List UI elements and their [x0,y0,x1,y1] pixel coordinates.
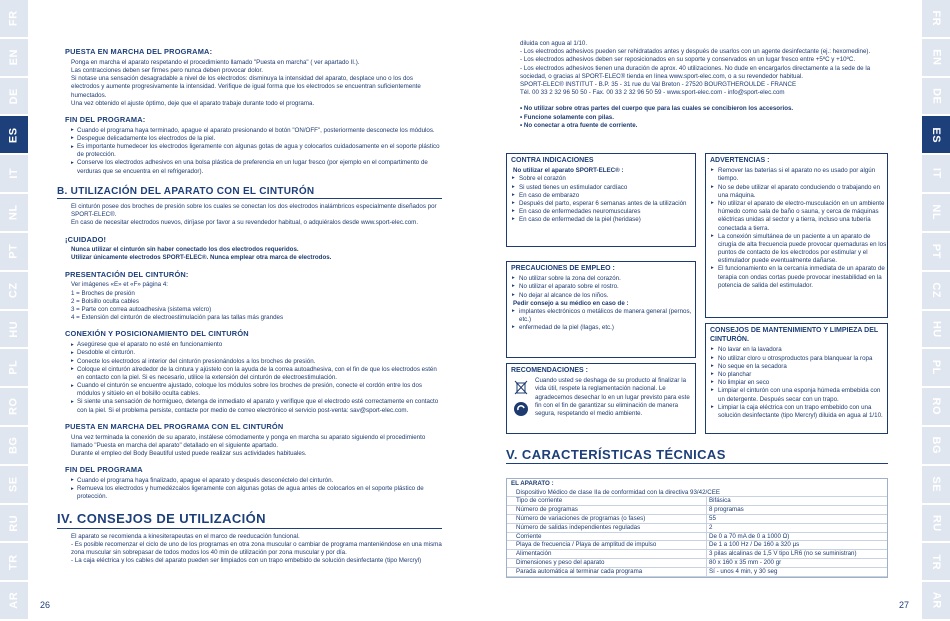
language-tab [922,272,950,311]
language-tab [0,116,28,155]
paragraph-line: 1 = Broches de presión [71,289,135,297]
bold-note: • No conectar a otra fuente de corriente. [520,121,638,129]
language-tab [0,388,28,427]
paragraph-group [57,533,442,566]
list-item: ▸ Sobre el corazón [507,175,695,183]
list-item: ▸ Remover las baterías si el aparato no es usado por algún tiempo. [706,167,887,183]
spec-row [507,550,887,559]
page-number-left: 26 [40,600,51,610]
language-tab-label: IT [930,168,943,180]
language-tab-label: AR [7,592,20,610]
paragraph: En caso de necesitar electrodos nuevos, diríjase por favor a su revendedor habitual, o adquiéralos desde www.sport-elec.com. [71,219,419,227]
language-tab-label: RU [7,514,20,532]
spec-row [507,541,887,550]
box-subtitle: No utilizar el aparato SPORT-ELEC® : [513,167,624,175]
language-tab-label: TR [930,553,943,570]
paragraph-line: diluida con agua al 1/10. [520,40,588,47]
chapter-title: V. CARACTERÍSTICAS TÉCNICAS [506,446,888,464]
language-tab-label: HU [930,320,943,338]
box-title: ADVERTENCIAS : [710,157,770,164]
language-tab-label: ES [7,126,20,143]
list-item: ▸ Conecte los electrodos al interior del cinturón presionándolos a los broches de presión. [57,358,442,366]
list-item: ▸ No lavar en la lavadora [706,346,887,354]
paragraph-line: Tél. 00 33 2 32 96 50 50 - Fax. 00 33 2 32 96 50 59 - www.sport-elec.com - info@sport-elec.com [520,89,785,97]
language-tab [0,39,28,78]
contraindications-box [506,153,696,247]
language-tab-label: SE [930,476,943,492]
language-tab [922,505,950,544]
spec-value: 80 x 160 x 35 mm - 200 gr [706,559,887,567]
paragraph-line: Las contracciones deben ser firmes pero nunca deben provocar dolor. [71,66,263,74]
chapter-title: IV. CONSEJOS DE UTILIZACIÓN [57,510,442,528]
spec-rows [507,497,887,577]
paragraph-line: 4 = Extensión del cinturón de electroestimulación para las tallas más grandes [71,314,284,322]
box-title: RECOMENDACIONES : [511,367,589,374]
language-tab-label: AR [930,592,943,610]
bold-notes [506,105,891,130]
right-page-top [506,40,891,130]
paragraph-line: - La caja eléctrica y los cables del aparato pueden ser limpiados con un trapo embebido de solución desinfectante (tipo Mercryl) [71,557,422,565]
spec-value: 55 [706,515,887,523]
box-subtitle: Pedir consejo a su médico en caso de : [513,299,629,307]
language-tab [0,272,28,311]
list-item: ▸ Es importante humedecer los electrodos ligeramente con algunas gotas de agua y colocarlos cuidadosamente en el soporte plástico de protección. [57,143,442,159]
language-tab [922,543,950,582]
language-tab [0,78,28,117]
spec-value: 2 [706,524,887,532]
spec-table [506,478,888,578]
spec-intro: Dispositivo Médico de clase IIa de conformidad con la directiva 93/42/CEE [507,488,887,497]
paragraph-group [57,434,442,459]
paragraph-line: Si notase una sensación desagradable a nivel de los electrodos: disminuya la intensidad del aparato, desplace uno o los dos electrodos y aumente progresivamente la intensidad. Verifique de igual forma que los electrodos se encuentran suficientemente humectados. [71,75,421,99]
section-heading: PUESTA EN MARCHA DEL PROGRAMA CON EL CINTURÓN [65,421,284,431]
recycle-icon [513,401,529,417]
language-tab [0,311,28,350]
language-tab-label: TR [7,553,20,570]
language-tab-label: DE [930,87,943,105]
spec-row [507,497,887,506]
language-tab [0,543,28,582]
list-item: ▸ No seque en la secadora [706,363,887,371]
recommendation-text: Cuando usted se deshaga de su producto al finalizar la vida útil, respete la reglamentación nacional. Le agradecemos desechar lo en un lugar previsto para este fin con el fin de garantizar su eliminación de manera segura, respetando el medio ambiente. [535,377,690,417]
list-item: ▸ enfermedad de la piel (llagas, etc.) [507,324,695,332]
language-tab-label: RO [930,397,943,416]
list-item: ▸ Despegue delicadamente los electrodos de la piel. [57,135,442,143]
warning-text: Nunca utilizar el cinturón sin haber conectado los dos electrodos requeridos. [71,246,299,254]
list-item: ▸ Asegúrese que el aparato no esté en funcionamiento [57,341,442,349]
list-item: ▸ Coloque el cinturón alrededor de la cintura y ajústelo con la ayuda de la correa autoadhesiva, con el fin de que los electrodos estén en contacto con la piel. Si es necesario, utilice la extensión del cinturón de electroestimulación. [57,366,442,382]
list-item: ▸ Cuando el programa haya finalizado, apague el aparato y después desconéctelo del cinturón. [57,477,442,485]
list-item: ▸ implantes electrónicos o metálicos de manera general (pernos, etc.) [507,308,695,324]
spec-row [507,559,887,568]
bold-note: • Funcione solamente con pilas. [520,113,614,121]
spec-key: Número de programas [516,505,578,513]
list-item: ▸ No utilizar el aparato de electro-musculación en un ambiente húmedo como sala de baño o sauna, y cerca de máquinas eléctricas unidas al sector y a tierra, incluso una tubería conectada a tierra. [706,200,887,233]
section-heading: FIN DEL PROGRAMA [65,465,143,475]
warnings-box [705,153,888,318]
spec-row [507,515,887,524]
paragraph-line: - Los electrodos adhesivos deben ser reposicionados en su soporte y conservados en un lugar fresco entre +5ºC y +10ºC. [520,56,856,64]
list-item: ▸ En caso de embarazo [507,192,695,200]
list-item: ▸ Cuando el programa haya terminado, apague el aparato presionando el botón "ON/OFF", posteriormente desconecte los módulos. [57,127,442,135]
language-tab [0,349,28,388]
paragraph-group [57,59,442,108]
spec-row [507,533,887,542]
language-tab-label: DE [7,87,20,105]
section-heading: CONEXIÓN Y POSICIONAMIENTO DEL CINTURÓN [65,329,249,339]
spec-value: Sí - unos 4 min, y 30 seg [706,568,887,576]
list-item: ▸ Cuando el cinturón se encuentre ajustado, coloque los módulos sobre los broches de presión, conecte el cordón entre los dos módulos y sitúelo en el bolsillo oculta cables. [57,382,442,398]
list-item: ▸ Limpiar el cinturón con una esponja húmeda embebida con un detergente. Después secar con un trapo. [706,387,887,403]
list-item: ▸ Conserve los electrodos adhesivos en una bolsa plástica de preferencia en un lugar fresco (por ejemplo en el compartimento de verduras que se encuentra en el refrigerador). [57,159,442,175]
paragraph-line: - Los electrodos adhesivos pueden ser rehidratados antes y después de usarlos con un agente desinfectante (ej.: hexomedine). [520,48,871,56]
spec-key: Corriente [516,532,542,540]
language-tabs-right [922,0,950,621]
list-item: ▸ El funcionamiento en la cercanía inmediata de un aparato de terapia con ondas cortas puede provocar inestabilidad en la potencia de salida del estimulador. [706,265,887,290]
list-item: ▸ No utilizar sobre la zona del corazón. [507,275,695,283]
bullet-list [507,275,695,300]
list-item: ▸ No utilizar cloro u otrosproductos para blanquear la ropa [706,355,887,363]
warning-text: Utilizar únicamente electrodos SPORT-ELEC®. Nunca emplear otra marca de electrodos. [71,254,332,262]
language-tab [0,466,28,505]
spec-heading: EL APARATO : [511,480,554,487]
crossed-bin-icon [513,379,529,395]
paragraph-line: Una vez terminada la conexión de su aparato, instálese cómodamente y ponga en marcha su aparato siguiendo el procedimiento llamado "Puesta en marcha del aparato" detallado en el siguiente apartado. [71,433,426,449]
language-tab-label: CZ [7,282,20,298]
list-item: ▸ Después del parto, esperar 6 semanas antes de la utilización [507,200,695,208]
bullet-list [57,477,442,502]
bullet-list [57,341,442,415]
language-tab [922,466,950,505]
spec-key: Parada automática al terminar cada programa [516,568,643,576]
maintenance-box [705,323,888,434]
language-tab [922,39,950,78]
spec-key: Dimensiones y peso del aparato [516,559,605,567]
paragraph-line: - Los electrodos adhesivos tienen una duración de aprox. 40 utilizaciones. No dude en encargarlos directamente a la sede de la sociedad, o gracias al SPORT-ELEC® tienda en línea www.sport-elec.com, o a su revendedor habitual. [520,64,871,80]
tech-title-wrap [506,446,888,464]
paragraph: El cinturón posee dos broches de presión sobre los cuales se conectan los dos electrodos inalámbricos especialmente diseñados por SPORT-ELEC®. [71,202,437,219]
language-tabs-left [0,0,28,621]
language-tab-label: PL [930,360,943,376]
bullet-list [57,127,442,176]
language-tab-label: RU [930,514,943,532]
recommendations-box [506,363,696,434]
language-tab [922,388,950,427]
language-tab-label: HU [7,320,20,338]
language-tab [922,427,950,466]
language-tab [0,233,28,272]
language-tab [922,0,950,39]
language-tab-label: FR [930,10,943,27]
section-heading: PRESENTACIÓN DEL CINTURÓN: [65,269,189,279]
paragraph-line: - Es posible recomenzar el ciclo de uno de los programas en otra zona muscular o cambiar de programa manteniéndose en una misma zona muscular sin sobrepasar de todos modos los 40 min de utilización por zona muscular y por día. [71,540,442,557]
box-title: CONSEJOS DE MANTENIMIENTO Y LIMPIEZA DEL CINTURÓN. [710,327,879,344]
paragraph-line: El aparato se recomienda a kinesiterapeutas en el marco de reeducación funcional. [71,532,300,540]
language-tab-label: FR [7,10,20,27]
left-page [57,40,442,565]
language-tab [0,155,28,194]
language-tab-label: ES [930,126,943,143]
language-tab [922,349,950,388]
list-item: ▸ Si usted tienes un estimulador cardíaco [507,184,695,192]
spec-row [507,506,887,515]
language-tab [922,311,950,350]
list-item: ▸ Si siente una sensación de hormigueo, detenga de inmediato el aparato y verifique que el electrodo esté correctamente en contacto con la piel. Si el problema persiste, contacte por medio de correo electrónico el servicio post-venta: sav@sport-elec.com. [57,398,442,414]
language-tab-label: BG [930,436,943,455]
paragraph-line: Una vez obtenido el ajuste óptimo, deje que el aparato trabaje durante todo el programa. [71,99,315,107]
spec-key: Alimentación [516,550,552,558]
spec-value: 3 pilas alcalinas de 1,5 V tipo LR6 (no se suministran) [706,550,887,558]
paragraph-group [506,40,891,97]
language-tab [922,233,950,272]
paragraph-line: Ponga en marcha el aparato respetando el procedimiento llamado "Puesta en marcha" ( ver apartado II.). [71,58,360,66]
language-tab-label: IT [7,168,20,180]
paragraph-line: Ver imágenes «E» et «F» página 4: [71,281,169,289]
paragraph-line: SPORT-ELEC® INSTITUT - B.P. 35 - 31 rue du Val Breton - 27520 BOURGTHEROULDE - FRANCE [520,80,797,88]
section-heading: FIN DEL PROGRAMA: [65,114,146,124]
language-tab [0,0,28,39]
bullet-list [706,167,887,290]
section-heading: PUESTA EN MARCHA DEL PROGRAMA: [65,47,213,56]
language-tab [922,194,950,233]
list-item: ▸ La conexión simultánea de un paciente a un aparato de cirugía de alta frecuencia puede provocar quemaduras en los puntos de contacto de los electrodos por estimular y el estimulador puede eventualmente dañarse. [706,233,887,266]
paragraph-line: Durante el empleo del Body Beautiful usted puede realizar sus actividades habituales. [71,449,307,457]
language-tab [922,116,950,155]
list-item: ▸ En caso de enfermedad de la piel (heridase) [507,216,695,224]
bullet-list [706,346,887,420]
spec-value: 8 programas [706,506,887,514]
language-tab [0,427,28,466]
precautions-box [506,261,696,358]
paragraph-group [57,281,442,322]
chapter-title: B. UTILIZACIÓN DEL APARATO CON EL CINTURÓN [57,185,442,199]
list-item: ▸ Remueva los electrodos y humedézcalos ligeramente con algunas gotas de agua antes de colocarlos en el soporte plástico de protección. [57,485,442,501]
spec-row [507,524,887,533]
language-tab-label: EN [7,49,20,66]
bullet-list [507,175,695,224]
language-tab-label: BG [7,436,20,455]
language-tab-label: NL [7,204,20,221]
language-tab [0,194,28,233]
language-tab-label: SE [7,476,20,492]
list-item: ▸ No dejar al alcance de los niños. [507,292,695,300]
language-tab [922,78,950,117]
list-item: ▸ Limpiar la caja eléctrica con un trapo embebido con una solución desinfectante (tipo Mercryl) diluida en agua al 1/10. [706,404,887,420]
spec-key: Número de salidas independientes reguladas [516,523,641,531]
language-tab [922,582,950,621]
spec-value: De 1 a 100 Hz / De 160 a 320 µs [706,541,887,549]
bold-note: • No utilizar sobre otras partes del cuerpo que para las cuales se concibieron los accesorios. [520,105,794,113]
language-tab-label: EN [930,49,943,66]
spec-key: Número de variaciones de programas (o fases) [516,514,646,522]
spec-row [507,568,887,577]
language-tab-label: PL [7,360,20,376]
spec-key: Playa de frecuencia / Playa de amplitud de impulso [516,541,657,549]
list-item: ▸ En caso de enfermedades neuromusculares [507,208,695,216]
language-tab-label: PT [930,243,943,259]
list-item: ▸ No se debe utilizar el aparato conduciendo o trabajando en una máquina. [706,184,887,200]
language-tab-label: CZ [930,282,943,298]
spec-value: Bifásica [706,497,887,505]
box-title: CONTRA INDICACIONES [511,157,594,164]
language-tab-label: NL [930,204,943,221]
list-item: ▸ No utilizar el aparato sobre el rostro. [507,283,695,291]
paragraph-line: 3 = Parte con correa autoadhesiva (sistema velcro) [71,306,212,313]
language-tab [922,155,950,194]
paragraph-line: 2 = Bolsillo oculta cables [71,297,139,305]
list-item: ▸ No limpiar en seco [706,379,887,387]
box-title: PRECAUCIONES DE EMPLEO : [511,265,615,272]
spec-key: Tipo de corriente [516,497,563,504]
language-tab-label: PT [7,243,20,259]
language-tab [0,582,28,621]
language-tab [0,505,28,544]
list-item: ▸ No planchar [706,371,887,379]
warning-heading: ¡CUIDADO! [65,234,107,244]
list-item: ▸ Desdoble el cinturón. [57,349,442,357]
language-tab-label: RO [7,397,20,416]
bullet-list [507,308,695,333]
spec-value: De 0 a 70 mA de 0 a 1000 Ω) [706,533,887,541]
page-number-right: 27 [899,600,910,610]
